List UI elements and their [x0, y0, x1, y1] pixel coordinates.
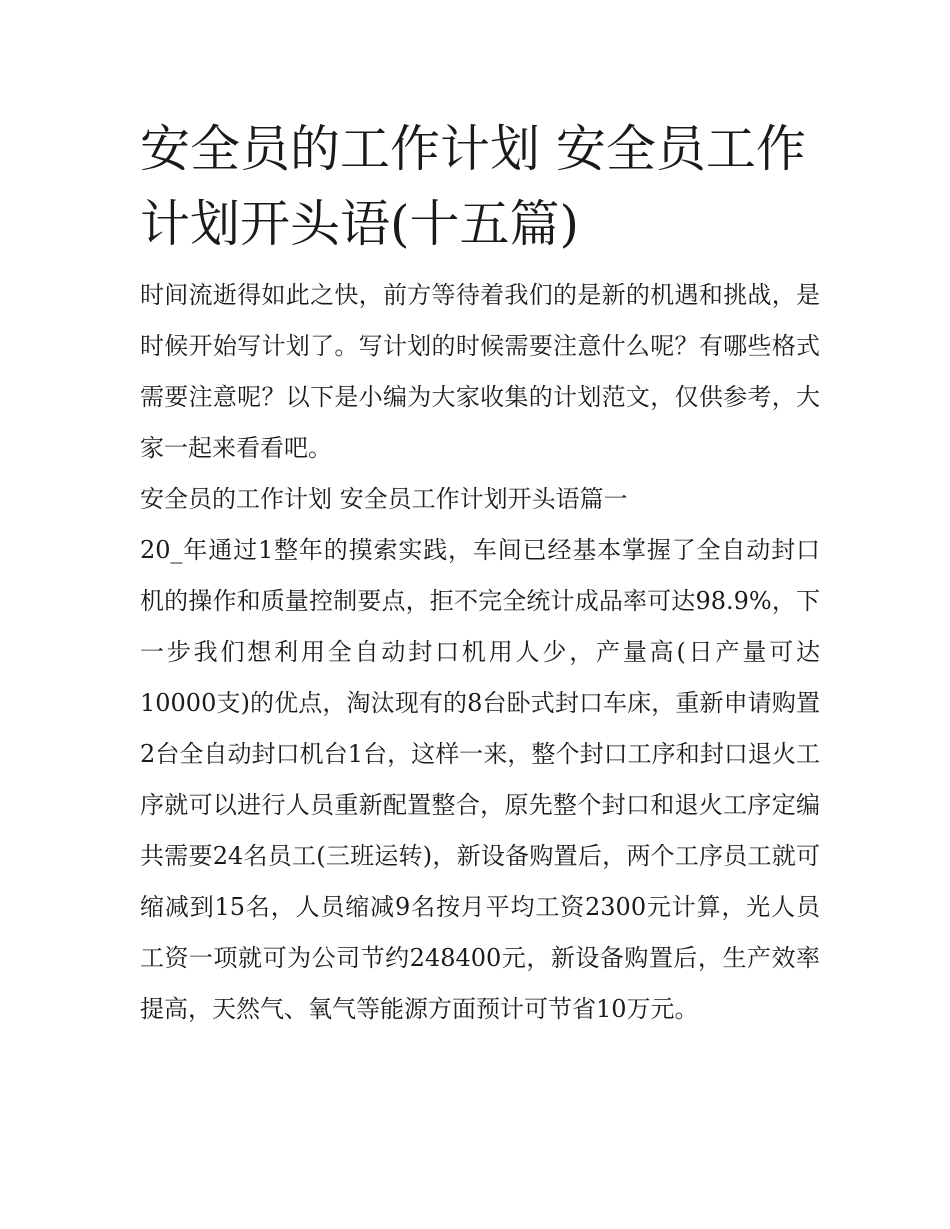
document-title: 安全员的工作计划 安全员工作计划开头语(十五篇)	[140, 120, 806, 253]
document-body	[140, 270, 820, 1035]
section-heading: 安全员的工作计划 安全员工作计划开头语篇一	[140, 485, 628, 513]
section-paragraph: 20_年通过1整年的摸索实践，车间已经基本掌握了全自动封口机的操作和质量控制要点，拒不完全统计成品率可达98.9%，下一步我们想利用全自动封口机用人少，产量高(日产量可达10000支)的优点，淘汰现有的8台卧式封口车床，重新申请购置2台全自动封口机台1台，这样一来，整个封口工序和封口退火工序就可以进行人员重新配置整合，原先整个封口和退火工序定编共需要24名员工(三班运转)，新设备购置后，两个工序员工就可缩减到15名，人员缩减9名按月平均工资2300元计算，光人员工资一项就可为公司节约248400元，新设备购置后，生产效率提高，天然气、氧气等能源方面预计可节省10万元。	[140, 536, 820, 1023]
intro-paragraph: 时间流逝得如此之快，前方等待着我们的是新的机遇和挑战，是时候开始写计划了。写计划的时候需要注意什么呢？有哪些格式需要注意呢？以下是小编为大家收集的计划范文，仅供参考，大家一起来看看吧。	[140, 281, 820, 462]
document-page	[140, 112, 820, 1035]
